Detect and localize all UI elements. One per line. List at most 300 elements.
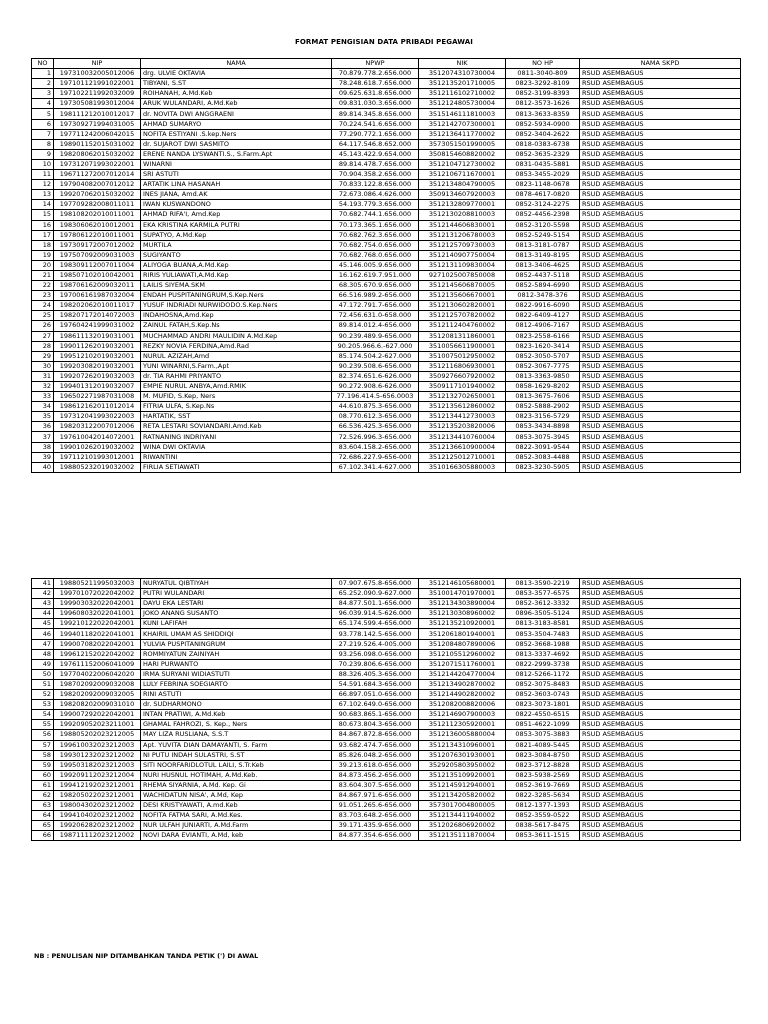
cell-no-hp: 0853-3075-3883 [506,730,580,740]
cell-nik: 3512134411940002 [419,811,506,821]
cell-nip: 198208202009031010 [54,700,141,710]
cell-no: 66 [32,831,54,841]
cell-no: 28 [32,341,54,351]
cell-no-hp: 0813-3337-4692 [506,649,580,659]
header-nik: NIK [419,59,506,69]
cell-nama-skpd: RSUD ASEMBAGUS [580,442,741,452]
cell-no: 43 [32,599,54,609]
cell-nama-skpd: RSUD ASEMBAGUS [580,760,741,770]
cell-nama-skpd: RSUD ASEMBAGUS [580,579,741,589]
cell-nama-skpd: RSUD ASEMBAGUS [580,109,741,119]
cell-nip: 199007082022042001 [54,639,141,649]
cell-npwp: 83.703.648.2-656.000 [332,811,419,821]
cell-no: 56 [32,730,54,740]
cell-no-hp: 0853-3611-1515 [506,831,580,841]
cell-nip: 198202062010011017 [54,301,141,311]
cell-no: 8 [32,139,54,149]
cell-nama: HARI PURWANTO [141,659,332,669]
cell-no-hp: 0831-0435-5881 [506,159,580,169]
cell-no: 33 [32,392,54,402]
cell-no: 64 [32,811,54,821]
cell-no-hp: 0822-4550-6515 [506,710,580,720]
cell-nama: IWAN KUSWANDONO [141,200,332,210]
cell-no: 59 [32,760,54,770]
cell-no: 16 [32,220,54,230]
cell-nama: DAYU EKA LESTARI [141,599,332,609]
cell-nama-skpd: RSUD ASEMBAGUS [580,139,741,149]
cell-nama: KUNI LAFIFAH [141,619,332,629]
cell-no: 5 [32,109,54,119]
table-row [32,700,741,710]
table-row [32,321,741,331]
cell-no: 22 [32,281,54,291]
table-row [32,432,741,442]
cell-no: 25 [32,311,54,321]
cell-nama: IRMA SURYANI WIDIASTUTI [141,669,332,679]
table-row [32,790,741,800]
cell-nama-skpd: RSUD ASEMBAGUS [580,710,741,720]
table-row [32,649,741,659]
cell-nama: ARTATIK LINA HASANAH [141,180,332,190]
cell-no: 53 [32,700,54,710]
cell-npwp: 90.205.966.6.-627.000 [332,341,419,351]
cell-nik: 3512134303890004 [419,599,506,609]
cell-no-hp: 0896-3505-5124 [506,609,580,619]
cell-no: 61 [32,780,54,790]
table-row [32,382,741,392]
cell-nama-skpd: RSUD ASEMBAGUS [580,250,741,260]
cell-no-hp: 0823-3084-8750 [506,750,580,760]
table-row [32,109,741,119]
cell-npwp: 70.879.778.2.656.000 [332,69,419,79]
table-row [32,190,741,200]
cell-no: 58 [32,750,54,760]
cell-nip: 199612152022042002 [54,649,141,659]
cell-nik: 3512135111870004 [419,831,506,841]
cell-nama: INTAN PRATIWI, A.Md.Keb [141,710,332,720]
cell-nip: 198507102010042001 [54,270,141,280]
cell-nik: 3512026806920002 [419,821,506,831]
cell-nip: 197507092009031003 [54,250,141,260]
table-row [32,831,741,841]
cell-nama-skpd: RSUD ASEMBAGUS [580,659,741,669]
cell-nama: ZAINUL FATAH,S.Kep.Ns [141,321,332,331]
table-row [32,750,741,760]
cell-nama: EKA KRISTINA KARMILA PUTRI [141,220,332,230]
cell-nip: 197904082007012012 [54,180,141,190]
cell-nip: 198706162009032011 [54,281,141,291]
cell-npwp: 47.172.791.7-656.000 [332,301,419,311]
cell-no-hp: 0852-3067-7775 [506,361,580,371]
cell-no: 49 [32,659,54,669]
cell-nama: YUNI WINARNI,S.Farm.,Apt [141,361,332,371]
table-row [32,291,741,301]
cell-nip: 197006161987032004 [54,291,141,301]
table-row [32,281,741,291]
cell-nip: 198901152015031002 [54,139,141,149]
cell-npwp: 77.290.772.1.656.000 [332,129,419,139]
table-header-row [32,59,741,69]
cell-nama-skpd: RSUD ASEMBAGUS [580,149,741,159]
table-row [32,639,741,649]
table-row [32,331,741,341]
cell-nik: 3512136610900004 [419,442,506,452]
cell-nama: WACHIDATUN NISA', A.Md, Kep [141,790,332,800]
cell-npwp: 70.682.754.0.656.000 [332,240,419,250]
cell-no-hp: 0852-3120-5598 [506,220,580,230]
cell-npwp: 65.252.090.9-627.000 [332,589,419,599]
cell-nama-skpd: RSUD ASEMBAGUS [580,412,741,422]
cell-nama: SUPATYO, A.Md.Kep [141,230,332,240]
cell-nama-skpd: RSUD ASEMBAGUS [580,291,741,301]
cell-npwp: 83.604.307.5-656.000 [332,780,419,790]
cell-no-hp: 0853-3504-7483 [506,629,580,639]
cell-nama-skpd: RSUD ASEMBAGUS [580,639,741,649]
cell-nip: 199011262019032001 [54,341,141,351]
cell-no-hp: 0852-3603-0743 [506,690,580,700]
cell-nip: 198207172014072003 [54,311,141,321]
cell-npwp: 70.239.806.6-656.000 [332,659,419,669]
footnote: NB : PENULISAN NIP DITAMBAHKAN TANDA PETIK (') DI AWAL [34,952,259,960]
cell-npwp: 90.272.908.6-626.000 [332,382,419,392]
cell-nama: RETA LESTARI SOVIANDARI.Amd.Keb [141,422,332,432]
cell-no-hp: 0823-3156-5729 [506,412,580,422]
cell-nik: 3512071511760001 [419,659,506,669]
cell-nik: 3512125707820002 [419,311,506,321]
cell-nik: 3512132702650001 [419,392,506,402]
cell-nik: 3512116102710002 [419,89,506,99]
header-nama-skpd: NAMA SKPD [580,59,741,69]
cell-npwp: 83.604.158.2-656.000 [332,442,419,452]
cell-no-hp: 0823-1620-3414 [506,341,580,351]
cell-no: 30 [32,361,54,371]
cell-nip: 197102211992032009 [54,89,141,99]
table-row [32,79,741,89]
cell-no-hp: 0878-4617-0820 [506,190,580,200]
cell-nama: NURI HUSNUL HOTIMAH, A.Md.Keb. [141,770,332,780]
cell-nik: 3512134310960001 [419,740,506,750]
cell-nip: 199007292022042001 [54,710,141,720]
cell-nama-skpd: RSUD ASEMBAGUS [580,170,741,180]
cell-npwp: 96.039.914.5-626.000 [332,609,419,619]
cell-nik: 3512135203820006 [419,422,506,432]
cell-nama: TIBYANI, S.ST [141,79,332,89]
cell-nip: 199701072022042002 [54,589,141,599]
cell-no-hp: 0822-3091-9544 [506,442,580,452]
cell-no-hp: 0852-5894-6990 [506,281,580,291]
cell-npwp: 70.833.122.8.656.000 [332,180,419,190]
table-row [32,159,741,169]
header-no: NO [32,59,54,69]
cell-no: 65 [32,821,54,831]
table-row [32,659,741,669]
cell-nik: 3512106711670001 [419,170,506,180]
cell-nip: 198805202023212005 [54,730,141,740]
cell-nama: MURTILA [141,240,332,250]
table-row [32,170,741,180]
cell-nama: dr. SUJAROT DWI SASMITO [141,139,332,149]
cell-nip: 197309172007012002 [54,240,141,250]
cell-nama-skpd: RSUD ASEMBAGUS [580,331,741,341]
cell-npwp: 70.224.541.6.656.000 [332,119,419,129]
header-nip: NIP [54,59,141,69]
table-row [32,821,741,831]
cell-nama-skpd: RSUD ASEMBAGUS [580,730,741,740]
cell-nama: SRI ASTUTI [141,170,332,180]
cell-nama-skpd: RSUD ASEMBAGUS [580,190,741,200]
cell-no: 15 [32,210,54,220]
cell-nama: YUSUF INDRIADI NURWIDODO.S.Kep.Ners [141,301,332,311]
cell-no-hp: 0813-3590-2219 [506,579,580,589]
cell-nama: MAY LIZA RUSLIANA, S.S.T [141,730,332,740]
cell-npwp: 90.239.508.6-656.000 [332,361,419,371]
cell-nama: AHMAD SUMARYO [141,119,332,129]
table-row [32,250,741,260]
cell-nip: 196502271987031008 [54,392,141,402]
cell-no-hp: 0852-3668-1988 [506,639,580,649]
cell-nip: 198111212010012017 [54,109,141,119]
cell-nama-skpd: RSUD ASEMBAGUS [580,351,741,361]
cell-nip: 198108202010011001 [54,210,141,220]
cell-npwp: 16.162.619.7.951.000 [332,270,419,280]
cell-no: 55 [32,720,54,730]
cell-nip: 199401182022041001 [54,629,141,639]
cell-nik: 3512144902820002 [419,690,506,700]
cell-nama: YULVIA PUSPITANINGRUM [141,639,332,649]
cell-npwp: 45.146.005.9.656.000 [332,260,419,270]
table-row [32,679,741,689]
cell-no-hp: 0852-3619-7669 [506,780,580,790]
cell-no-hp: 0853-3577-6575 [506,589,580,599]
cell-nik: 3512134410760004 [419,432,506,442]
cell-nik: 3512135201710005 [419,79,506,89]
cell-no: 26 [32,321,54,331]
cell-nik: 3512136411770002 [419,129,506,139]
cell-nama-skpd: RSUD ASEMBAGUS [580,690,741,700]
table-row [32,351,741,361]
cell-nama-skpd: RSUD ASEMBAGUS [580,119,741,129]
cell-no-hp: 0852-4456-2398 [506,210,580,220]
cell-no-hp: 0852-5934-0900 [506,119,580,129]
table-row [32,402,741,412]
cell-nama: WINARNI [141,159,332,169]
cell-npwp: 84.877.354.6-656.000 [332,831,419,841]
cell-nama-skpd: RSUD ASEMBAGUS [580,821,741,831]
cell-nip: 197309271994031005 [54,119,141,129]
table-row [32,180,741,190]
cell-nama-skpd: RSUD ASEMBAGUS [580,422,741,432]
cell-no-hp: 0852-3612-3332 [506,599,580,609]
cell-nama: PUTRI WULANDARI [141,589,332,599]
table-row [32,119,741,129]
table-row [32,811,741,821]
cell-no: 7 [32,129,54,139]
cell-no: 10 [32,159,54,169]
cell-no: 60 [32,770,54,780]
cell-npwp: 65.174.599.4-656.000 [332,619,419,629]
cell-nik: 3512084807890006 [419,639,506,649]
cell-nama-skpd: RSUD ASEMBAGUS [580,432,741,442]
cell-nip: 199512102019032001 [54,351,141,361]
cell-nama-skpd: RSUD ASEMBAGUS [580,281,741,291]
cell-no: 32 [32,382,54,392]
table-row [32,392,741,402]
cell-no-hp: 0821-4089-5445 [506,740,580,750]
cell-nip: 197310032005012006 [54,69,141,79]
cell-no: 45 [32,619,54,629]
cell-nama-skpd: RSUD ASEMBAGUS [580,382,741,392]
cell-nip: 199207062015032002 [54,190,141,200]
table-row [32,801,741,811]
cell-nip: 196711272007012014 [54,170,141,180]
cell-no-hp: 0823-2558-6166 [506,331,580,341]
cell-no-hp: 0853-3075-3945 [506,432,580,442]
cell-npwp: 84.873.456.2-656.000 [332,770,419,780]
table-row [32,720,741,730]
cell-no-hp: 0838-5617-8475 [506,821,580,831]
cell-no-hp: 0812-1377-1393 [506,801,580,811]
cell-npwp: 89.814.012.4-656.000 [332,321,419,331]
cell-nama: LAILIS SIYEMA.SKM [141,281,332,291]
cell-nama: dr. TIA RAHMI PRIYANTO [141,371,332,381]
table-row [32,129,741,139]
cell-nama: ROIHANAH, A.Md.Keb [141,89,332,99]
cell-npwp: 70.904.358.2.656.000 [332,170,419,180]
cell-nip: 199207262019032003 [54,371,141,381]
cell-nip: 199301232023212002 [54,750,141,760]
cell-no: 9 [32,149,54,159]
cell-no-hp: 0852-3124-2275 [506,200,580,210]
cell-npwp: 93.256.098.0-656.000 [332,649,419,659]
cell-nama-skpd: RSUD ASEMBAGUS [580,240,741,250]
cell-nik: 3512146105680001 [419,579,506,589]
cell-no-hp: 0852-3050-5707 [506,351,580,361]
cell-nama: INES JIANA, Amd.AK [141,190,332,200]
table-row [32,599,741,609]
table-row [32,770,741,780]
cell-nama: RINI ASTUTI [141,690,332,700]
cell-nama: ERENE NANDA LYSWANTI.S., S.Farm.Apt [141,149,332,159]
cell-npwp: 93.778.142.5-656.000 [332,629,419,639]
cell-no: 18 [32,240,54,250]
cell-no-hp: 0851-4622-1099 [506,720,580,730]
table-row [32,609,741,619]
cell-nik: 3512125709730003 [419,240,506,250]
cell-nik: 3529205803950002 [419,760,506,770]
cell-nama-skpd: RSUD ASEMBAGUS [580,720,741,730]
cell-npwp: 89.814.478.7.656.000 [332,159,419,169]
cell-nip: 199412192023212001 [54,780,141,790]
cell-nip: 197101121991022001 [54,79,141,89]
cell-nama-skpd: RSUD ASEMBAGUS [580,700,741,710]
cell-npwp: 66.536.425.3-656.000 [332,422,419,432]
cell-nip: 197709282008011011 [54,200,141,210]
cell-nik: 3512135109920001 [419,770,506,780]
cell-nik: 3512134804790005 [419,180,506,190]
cell-nama-skpd: RSUD ASEMBAGUS [580,609,741,619]
cell-npwp: 90.239.489.9-656.000 [332,331,419,341]
cell-no: 46 [32,629,54,639]
cell-nama: NOFITA ESTIYANI .S.kep.Ners [141,129,332,139]
cell-npwp: 67.102.341.4-627.000 [332,462,419,472]
cell-nip: 197711242006042015 [54,129,141,139]
cell-npwp: 77.196.414.5-656.0003 [332,392,419,402]
cell-nik: 3508154608820002 [419,149,506,159]
table-row [32,780,741,790]
cell-npwp: 85.174.504.2-627.000 [332,351,419,361]
cell-nik: 3512131206780003 [419,230,506,240]
table-row [32,210,741,220]
cell-nama: dr. NOVITA DWI ANGGRAENI [141,109,332,119]
cell-npwp: 88.326.405.3-656.000 [332,669,419,679]
cell-nama: NOFITA FATMA SARI, A.Md.Kes. [141,811,332,821]
cell-nip: 198203122007012006 [54,422,141,432]
cell-nama: M. MUFID, S.Kep, Ners [141,392,332,402]
cell-nama-skpd: RSUD ASEMBAGUS [580,589,741,599]
cell-no-hp: 0852-5249-5154 [506,230,580,240]
cell-nip: 198711112023212002 [54,831,141,841]
cell-nama: RATNANING INDRIYANI [141,432,332,442]
cell-nama-skpd: RSUD ASEMBAGUS [580,392,741,402]
cell-nip: 197305081993012004 [54,99,141,109]
cell-nama-skpd: RSUD ASEMBAGUS [580,649,741,659]
cell-npwp: 89.814.345.8.656.000 [332,109,419,119]
cell-no-hp: 0823-3292-8109 [506,79,580,89]
cell-nama: HARTATIK, SST [141,412,332,422]
cell-no: 13 [32,190,54,200]
cell-nama: FITRIA ULFA, S.Kep.Ns [141,402,332,412]
cell-nik: 3512134205820002 [419,790,506,800]
cell-no: 37 [32,432,54,442]
cell-nip: 198202092009032005 [54,690,141,700]
cell-no-hp: 0852-3199-8393 [506,89,580,99]
cell-nama: NI PUTU INDAH SULASTRI, S.ST [141,750,332,760]
cell-nama: NURUL AZIZAH,Amd [141,351,332,361]
cell-nama: REZKY NOVIA FERDINA,Amd.Rad [141,341,332,351]
cell-no-hp: 0813-3675-7606 [506,392,580,402]
cell-no: 48 [32,649,54,659]
cell-no: 20 [32,260,54,270]
cell-nama-skpd: RSUD ASEMBAGUS [580,200,741,210]
table-row [32,619,741,629]
cell-nip: 197704022006042020 [54,669,141,679]
cell-no-hp: 0823-5938-2569 [506,770,580,780]
cell-nama-skpd: RSUD ASEMBAGUS [580,679,741,689]
table-row [32,270,741,280]
cell-nama: dr. SUDHARMONO [141,700,332,710]
table-row [32,311,741,321]
cell-nama-skpd: RSUD ASEMBAGUS [580,69,741,79]
cell-no: 47 [32,639,54,649]
table-row [32,99,741,109]
cell-npwp: 08.770.612.3-656.000 [332,412,419,422]
cell-nama-skpd: RSUD ASEMBAGUS [580,99,741,109]
cell-nik: 3512124805730004 [419,99,506,109]
cell-nip: 198805211995032003 [54,579,141,589]
cell-npwp: 84.867.872.8-656.000 [332,730,419,740]
cell-nik: 3512104712730002 [419,159,506,169]
cell-nama-skpd: RSUD ASEMBAGUS [580,321,741,331]
cell-no: 42 [32,589,54,599]
cell-no-hp: 0813-3149-8195 [506,250,580,260]
cell-nip: 199206282023212002 [54,821,141,831]
cell-nama: KHAIRIL UMAM AS SHIDDIQI [141,629,332,639]
cell-nip: 198309112007011004 [54,260,141,270]
cell-npwp: 09.831.030.3.656.000 [332,99,419,109]
cell-nama-skpd: RSUD ASEMBAGUS [580,629,741,639]
cell-nama: JOKO ANANG SUSANTO [141,609,332,619]
cell-nama: Apt. YUVITA DIAN DAMAYANTI, S. Farm [141,740,332,750]
